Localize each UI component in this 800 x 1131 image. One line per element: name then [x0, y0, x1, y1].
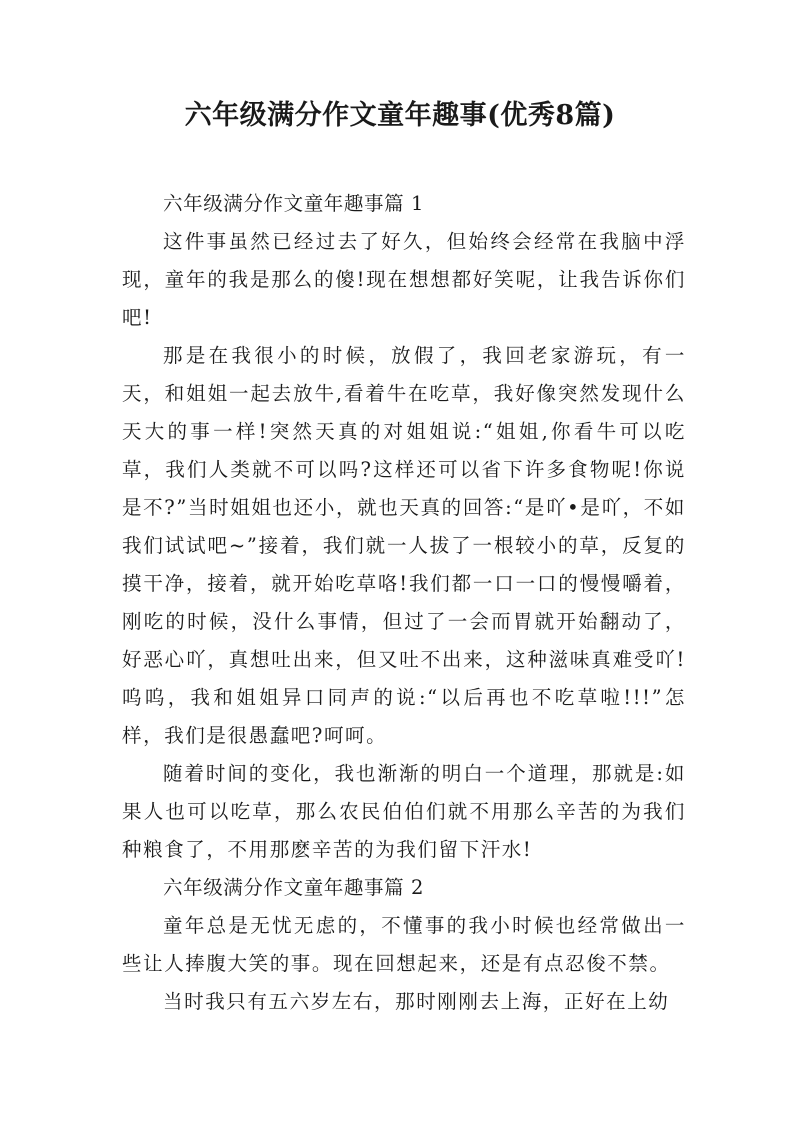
section-heading: 六年级满分作文童年趣事篇 2: [163, 876, 425, 899]
paragraph: 童年总是无忧无虑的，不懂事的我小时候也经常做出一些让人捧腹大笑的事。现在回想起来，还是有点忍俊不禁。: [122, 914, 686, 975]
document-title: 六年级满分作文童年趣事(优秀8篇): [184, 100, 616, 131]
document-body: [122, 185, 686, 1021]
section-heading: 六年级满分作文童年趣事篇 1: [163, 192, 425, 215]
paragraph: 那是在我很小的时候，放假了，我回老家游玩，有一天，和姐姐一起去放牛,看着牛在吃草，我好像突然发现什么天大的事一样!突然天真的对姐姐说:“姐姐,你看牛可以吃草，我们人类就不可以吗?这样还可以省下许多食物呢!你说是不?”当时姐姐也还小，就也天真的回答:“是吖•是吖，不如我们试试吧~”接着，我们就一人拔了一根较小的草，反复的摸干净，接着，就开始吃草咯!我们都一口一口的慢慢嚼着，刚吃的时候，没什么事情，但过了一会而胃就开始翻动了，好恶心吖，真想吐出来，但又吐不出来，这种滋味真难受吖!呜呜，我和姐姐异口同声的说:“以后再也不吃草啦!!!”怎样，我们是很愚蠢吧?呵呵。: [122, 344, 686, 747]
paragraph: 当时我只有五六岁左右，那时刚刚去上海，正好在上幼: [163, 990, 670, 1013]
paragraph: 随着时间的变化，我也渐渐的明白一个道理，那就是:如果人也可以吃草，那么农民伯伯们就不用那么辛苦的为我们种粮食了，不用那麽辛苦的为我们留下汗水!: [122, 762, 686, 861]
paragraph: 这件事虽然已经过去了好久，但始终会经常在我脑中浮现，童年的我是那么的傻!现在想想都好笑呢，让我告诉你们吧!: [122, 230, 686, 329]
